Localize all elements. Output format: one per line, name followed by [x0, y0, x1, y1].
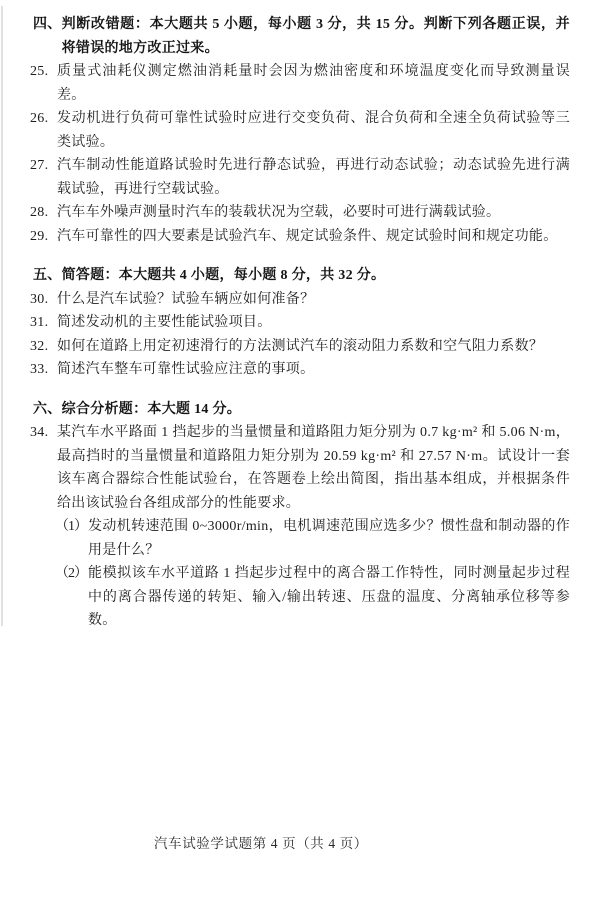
question-text: 发动机进行负荷可靠性试验时应进行交变负荷、混合负荷和全速全负荷试验等三类试验。	[57, 111, 570, 150]
question-text: 质量式油耗仪测定燃油消耗量时会因为燃油密度和环境温度变化而导致测量误差。	[57, 64, 570, 103]
scan-edge-artifact	[1, 6, 3, 626]
question-number: 34.	[30, 425, 49, 440]
question-item-29	[30, 225, 570, 249]
question-number: 32.	[30, 338, 49, 354]
question-item-25	[30, 60, 570, 107]
subquestion-number: （2）	[55, 566, 87, 581]
question-item-27	[30, 154, 570, 201]
question-text: 某汽车水平路面 1 挡起步的当量惯量和道路阻力矩分别为 0.7 kg·m² 和 5.06 N·m，最高挡时的当量惯量和道路阻力矩分别为 20.59 kg·m² 和 27.57 N·m。试设计一套该车离合器综合性能试验台，在答题卷上绘出简图，指出基本组成，并根据条件给出该试验台各组成部分的性能要求。	[57, 425, 570, 511]
question-text: 简述汽车整车可靠性试验应注意的事项。	[57, 362, 315, 377]
question-text: 什么是汽车试验？试验车辆应如何准备？	[57, 291, 315, 307]
subquestion-text: 能模拟该车水平道路 1 挡起步过程中的离合器工作特性，同时测量起步过程中的离合器传递的转矩、输入/输出转速、压盘的温度、分离轴承位移等参数。	[88, 566, 570, 628]
question-text: 如何在道路上用定初速滑行的方法测试汽车的滚动阻力系数和空气阻力系数？	[57, 338, 544, 354]
question-text: 简述发动机的主要性能试验项目。	[57, 315, 272, 330]
section-heading-text: 简答题：本大题共 4 小题，每小题 8 分，共 32 分。	[61, 268, 386, 283]
question-number: 25.	[30, 64, 49, 79]
question-item-33	[30, 358, 570, 382]
question-body	[57, 421, 570, 633]
section-heading-number: 五、	[33, 268, 62, 283]
section-heading-number: 四、	[33, 17, 62, 32]
section-judgement-correction	[30, 13, 570, 248]
question-item-31	[30, 311, 570, 335]
question-text: 汽车制动性能道路试验时先进行静态试验，再进行动态试验；动态试验先进行满载试验，再进行空载试验。	[57, 158, 570, 197]
question-number: 26.	[30, 111, 49, 126]
question-number: 28.	[30, 205, 49, 220]
section-comprehensive-analysis	[30, 398, 570, 633]
question-number: 33.	[30, 362, 49, 377]
section-heading-number: 六、	[33, 401, 62, 417]
question-item-28	[30, 201, 570, 225]
question-number: 29.	[30, 228, 49, 244]
subquestion-2	[55, 562, 570, 633]
section-heading-text: 综合分析题：本大题 14 分。	[61, 401, 242, 417]
question-number: 30.	[30, 291, 49, 307]
question-number: 27.	[30, 158, 49, 173]
page-footer: 汽车试验学试题第 4 页（共 4 页）	[154, 836, 368, 851]
subquestion-list	[55, 515, 570, 633]
section-heading	[30, 13, 570, 60]
question-item-34	[30, 421, 570, 633]
section-heading	[30, 264, 570, 288]
question-number: 31.	[30, 315, 49, 330]
question-item-26	[30, 107, 570, 154]
section-short-answer	[30, 264, 570, 382]
question-text: 汽车可靠性的四大要素是试验汽车、规定试验条件、规定试验时间和规定功能。	[57, 228, 558, 244]
subquestion-1	[55, 515, 570, 562]
question-text: 汽车车外噪声测量时汽车的装载状况为空载，必要时可进行满载试验。	[57, 205, 501, 220]
subquestion-number: （1）	[55, 519, 87, 534]
section-heading-text: 判断改错题：本大题共 5 小题，每小题 3 分，共 15 分。判断下列各题正误，并将错误的地方改正过来。	[61, 17, 570, 56]
question-item-30	[30, 288, 570, 312]
subquestion-text: 发动机转速范围 0~3000r/min，电机调速范围应选多少？惯性盘和制动器的作用是什么？	[88, 519, 570, 558]
question-item-32	[30, 335, 570, 359]
section-heading	[30, 398, 570, 422]
